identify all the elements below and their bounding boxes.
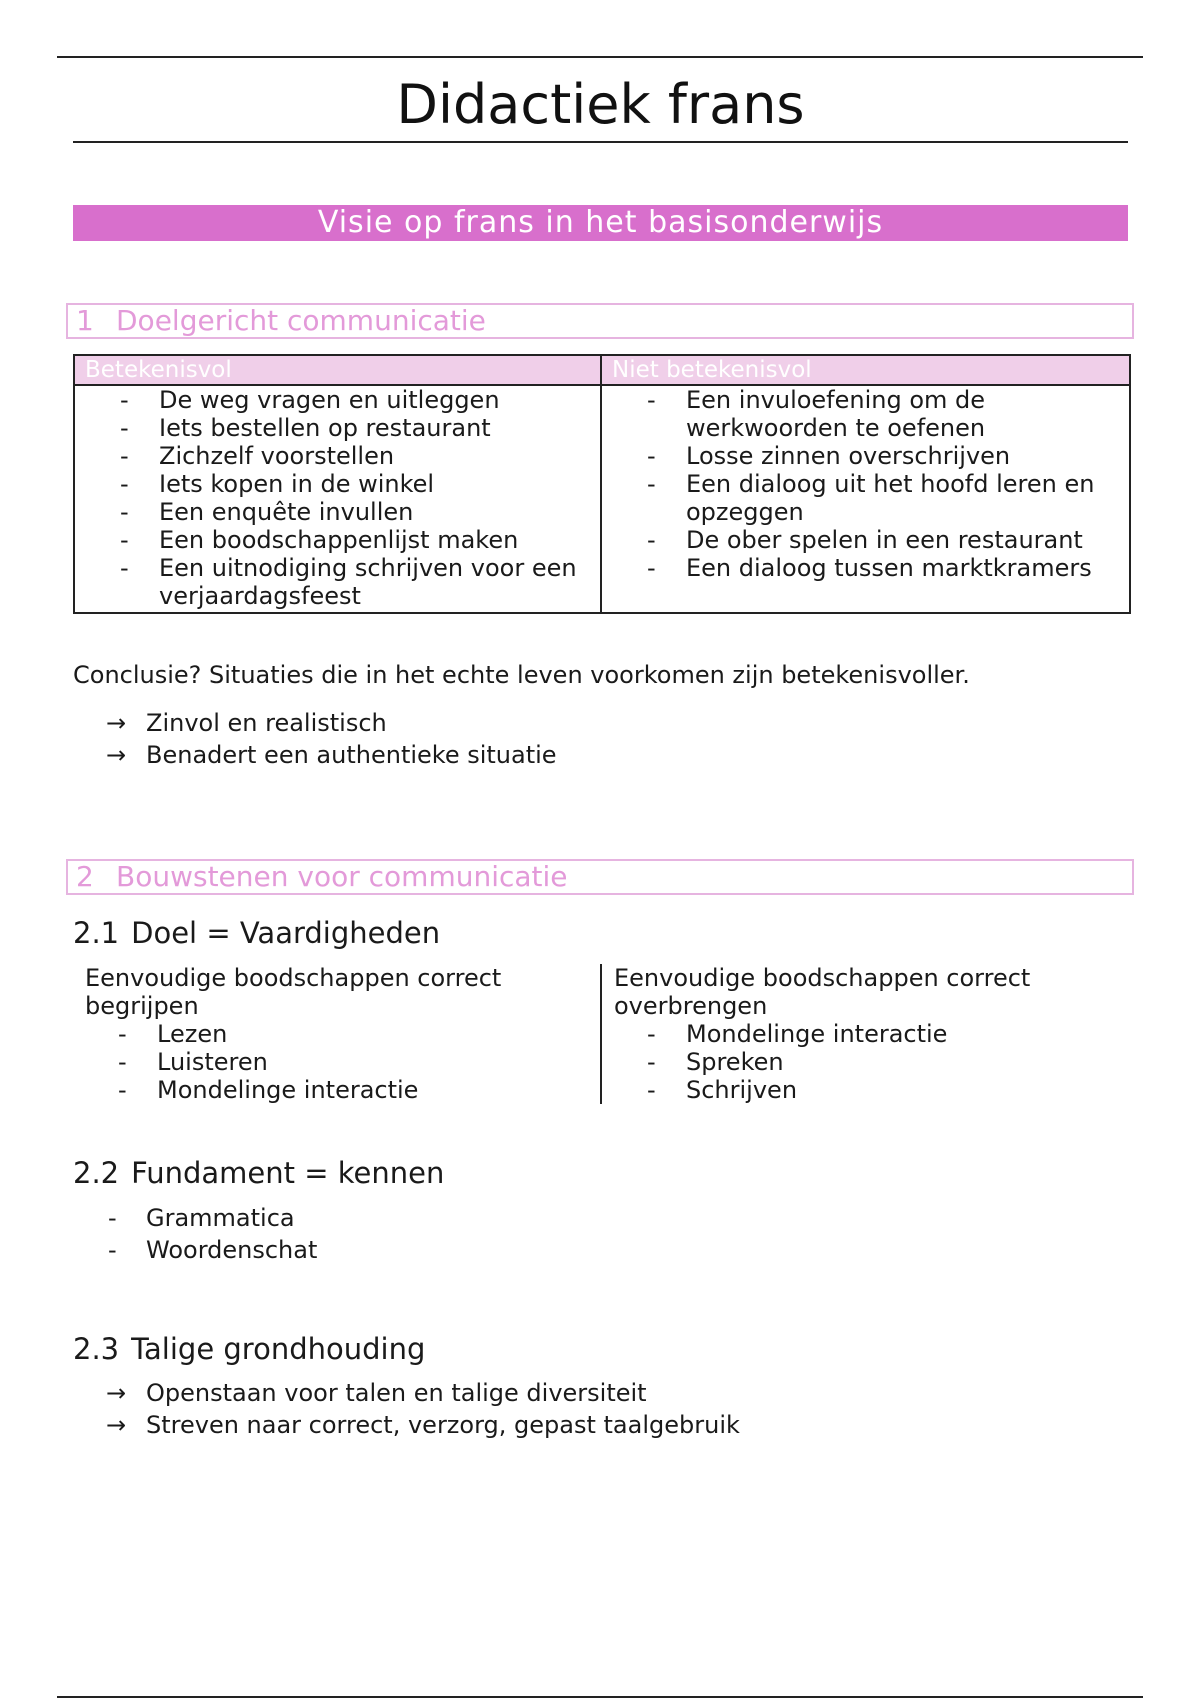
dash-bullet: - (647, 470, 656, 498)
list-item (85, 1076, 600, 1104)
bottom-rule (57, 1696, 1143, 1698)
dash-bullet: - (647, 1020, 656, 1048)
dash-bullet: - (120, 442, 129, 470)
list-item (73, 1409, 740, 1441)
dash-bullet: - (647, 442, 656, 470)
not-meaningful-cell (601, 385, 1130, 613)
dash-bullet: - (120, 386, 129, 414)
list-item-text: Een dialoog tussen marktkramers (686, 554, 1092, 582)
list-item (602, 526, 1129, 554)
arrow-icon: → (106, 1379, 127, 1407)
list-item-text: Luisteren (157, 1048, 268, 1076)
list-item-text: Iets kopen in de winkel (159, 470, 435, 498)
list-item (75, 554, 600, 610)
list-item-text: Een dialoog uit het hoofd leren en opzeggen (686, 470, 1095, 526)
list-item (602, 470, 1129, 526)
skills-columns (73, 964, 1129, 1104)
conclusion-points (73, 707, 557, 771)
list-item (75, 414, 600, 442)
list-item (73, 1234, 317, 1266)
subheading-2-2 (73, 1155, 444, 1191)
dash-bullet: - (120, 470, 129, 498)
list-item-text: Grammatica (146, 1204, 295, 1232)
dash-bullet: - (120, 526, 129, 554)
section-heading-2 (66, 859, 1134, 895)
list-item-text: Streven naar correct, verzorg, gepast taalgebruik (146, 1411, 740, 1439)
list-item (75, 470, 600, 498)
section-number: 1 (76, 304, 94, 337)
skills-column-heading: Eenvoudige boodschappen correct overbrengen (614, 964, 1031, 1020)
list-item-text: Zinvol en realistisch (146, 709, 387, 737)
list-item (602, 386, 1129, 442)
list-item-text: Losse zinnen overschrijven (686, 442, 1011, 470)
list-item-text: Lezen (157, 1020, 228, 1048)
dash-bullet: - (118, 1076, 127, 1104)
subheading-number: 2.3 (73, 1332, 120, 1366)
list-item-text: Een boodschappenlijst maken (159, 526, 519, 554)
meaningful-list (75, 386, 600, 612)
list-item (75, 526, 600, 554)
list-item (614, 1076, 1127, 1104)
list-item-text: Schrijven (686, 1076, 798, 1104)
list-item-text: Benadert een authentieke situatie (146, 741, 557, 769)
communication-table (73, 354, 1131, 614)
section-title: Bouwstenen voor communicatie (116, 860, 568, 893)
list-item-text: Spreken (686, 1048, 784, 1076)
list-item-text: Mondelinge interactie (157, 1076, 419, 1104)
table-header-row (74, 355, 1130, 385)
dash-bullet: - (118, 1020, 127, 1048)
table-row (74, 385, 1130, 613)
list-item (614, 1020, 1127, 1048)
list-item (85, 1020, 600, 1048)
list-item-text: De weg vragen en uitleggen (159, 386, 500, 414)
arrow-icon: → (106, 1411, 127, 1439)
list-item (602, 554, 1129, 582)
skills-column-understand (73, 964, 600, 1104)
skills-list (614, 1020, 1127, 1104)
list-item (85, 1048, 600, 1076)
subheading-2-1 (73, 915, 440, 951)
section-number: 2 (76, 860, 94, 893)
list-item-text: Zichzelf voorstellen (159, 442, 395, 470)
not-meaningful-list (602, 386, 1129, 584)
subheading-2-3 (73, 1331, 425, 1367)
skills-column-convey (600, 964, 1127, 1104)
list-item-text: Iets bestellen op restaurant (159, 414, 491, 442)
list-item-text: Mondelinge interactie (686, 1020, 948, 1048)
dash-bullet: - (118, 1048, 127, 1076)
dash-bullet: - (647, 526, 656, 554)
list-item-text: Woordenschat (146, 1236, 318, 1264)
list-item (73, 707, 557, 739)
skills-column-heading: Eenvoudige boodschappen correct begrijpen (85, 964, 502, 1020)
list-item-text: Openstaan voor talen en talige diversiteit (146, 1379, 647, 1407)
dash-bullet: - (120, 414, 129, 442)
list-item-text: De ober spelen in een restaurant (686, 526, 1083, 554)
list-item (73, 1202, 317, 1234)
dash-bullet: - (108, 1204, 117, 1232)
subheading-title: Doel = Vaardigheden (131, 916, 441, 950)
conclusion-text: Conclusie? Situaties die in het echte leven voorkomen zijn betekenisvoller. (73, 661, 970, 689)
subheading-title: Fundament = kennen (131, 1156, 445, 1190)
meaningful-cell (74, 385, 601, 613)
list-item (73, 1377, 740, 1409)
dash-bullet: - (120, 498, 129, 526)
skills-list (85, 1020, 600, 1104)
section-heading-1 (66, 303, 1134, 339)
document-title: Didactiek frans (396, 73, 805, 136)
dash-bullet: - (647, 554, 656, 582)
column-header-not-meaningful: Niet betekenisvol (601, 355, 1130, 385)
arrow-icon: → (106, 741, 127, 769)
list-item-text: Een enquête invullen (159, 498, 414, 526)
dash-bullet: - (647, 1048, 656, 1076)
title-underline (73, 141, 1128, 143)
dash-bullet: - (120, 554, 129, 582)
list-item (75, 386, 600, 414)
list-item (75, 498, 600, 526)
list-item (75, 442, 600, 470)
list-item-text: Een uitnodiging schrijven voor een verjaardagsfeest (159, 554, 577, 610)
list-item (602, 442, 1129, 470)
list-item-text: Een invuloefening om de werkwoorden te oefenen (686, 386, 986, 442)
subheading-title: Talige grondhouding (131, 1332, 426, 1366)
arrow-icon: → (106, 709, 127, 737)
subheading-number: 2.1 (73, 916, 120, 950)
dash-bullet: - (647, 1076, 656, 1104)
list-item (614, 1048, 1127, 1076)
dash-bullet: - (108, 1236, 117, 1264)
attitude-list (73, 1377, 740, 1441)
subheading-number: 2.2 (73, 1156, 120, 1190)
section-title: Doelgericht communicatie (116, 304, 486, 337)
list-item (73, 739, 557, 771)
top-rule (57, 56, 1143, 58)
chapter-banner: Visie op frans in het basisonderwijs (73, 205, 1128, 241)
column-header-meaningful: Betekenisvol (74, 355, 601, 385)
fundament-list (73, 1202, 317, 1266)
dash-bullet: - (647, 386, 656, 414)
